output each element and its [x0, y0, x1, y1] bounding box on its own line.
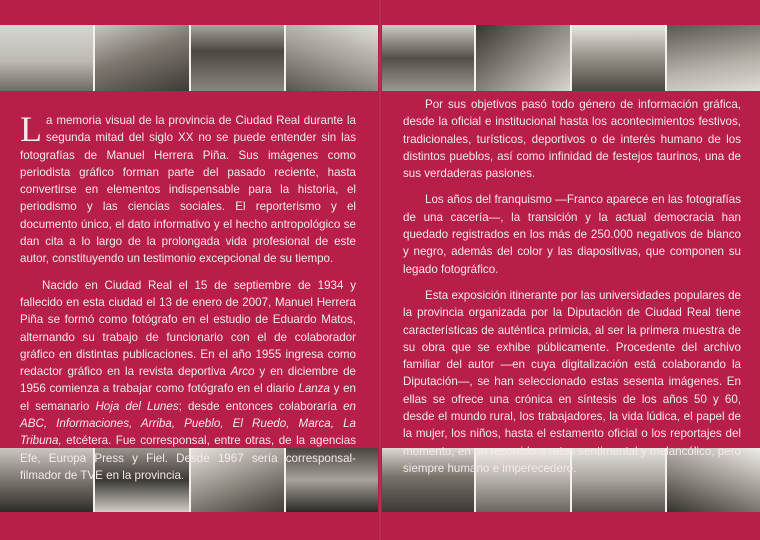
photo-threshing: [95, 25, 190, 91]
biography-paragraph: Nacido en Ciudad Real el 15 de septiembre de 1934 y fallecido en esta ciudad el 13 de enero de 2007, Manuel Herrera Piña se formó como fotógrafo en el estudio de Eduardo Matos, alternando su trabajo de funcionario con el de colaborador gráfico en distintas publicaciones. En el año 1955 ingresa como redactor gráfico en la revista deportiva Arco y en diciembre de 1956 comienza a trabajar como fotógrafo en el diario Lanza y en el semanario Hoja del Lunes; desde entonces colaboraría en ABC, Informaciones, Arriba, Pueblo, El Ruedo, Marca, La Tribuna, etcétera. Fue corresponsal, entre otras, de la agencias Efe, Europa Press y Fiel. Desde 1967 sería corresponsal-filmador de TVE en la provincia.: [20, 278, 357, 482]
photo-rural-field: [0, 25, 95, 91]
exhibition-paragraph: Esta exposición itinerante por las universidades populares de la provincia organizada por la Diputación de Ciudad Real tiene características de auténtica primicia, al ser la primera muestra de su obra que se exhibe públicamente. Procedente del archivo familiar del autor —en cuya digitalización está colaborando la Diputación—, se han seleccionado estas sesenta imágenes. En ellas se ofrece una crónica en síntesis de los años 50 y 60, desde el mundo rural, los trabajadores, la vida lúdica, el papel de la mujer, los niños, hasta el estamento oficial o los reportajes del momento, en un recorrido a ratos sentimental y melancólico, pero siempre humano e imperecedero.: [403, 288, 741, 475]
photo-women-courtyard: [286, 25, 381, 91]
right-column-text: [403, 96, 741, 486]
objectives-paragraph: Por sus objetivos pasó todo género de información gráfica, desde la oficial e institucional hasta los acontecimientos festivos, tradicionales, turísticos, deportivos o de interés humano de los distintos pueblos, así como infinidad de festejos taurinos, una de sus verdaderas pasiones.: [403, 98, 741, 181]
photo-cave-gathering: [476, 25, 571, 91]
center-fold: [378, 0, 382, 540]
photo-crowd-street: [191, 25, 286, 91]
franquismo-paragraph: Los años del franquismo —Franco aparece en las fotografías de una cacería—, la transición y la actual democracia han quedado registrados en los más de 250.000 negativos de blanco y negro, además del color y las diapositivas, que componen su legado fotográfico.: [403, 193, 741, 276]
photo-group-women: [667, 25, 760, 91]
intro-paragraph: La memoria visual de la provincia de Ciudad Real durante la segunda mitad del siglo XX no se puede entender sin las fotografías de Manuel Herrera Piña. Sus imágenes como periodista gráfico forman parte del pasado reciente, hasta convertirse en elementos indispensable para la historia, el periodismo y las ciencias sociales. El reporterismo y el documento único, el dato informativo y el hecho antropológico se dan cita a lo largo de la prolongada vida profesional de este autor, constituyendo un testimonio excepcional de su tiempo.: [20, 109, 356, 266]
photo-cart-workers: [381, 25, 476, 91]
left-column-text: [20, 109, 357, 493]
photo-woman-washing: [572, 25, 667, 91]
drop-cap: L: [20, 109, 42, 149]
